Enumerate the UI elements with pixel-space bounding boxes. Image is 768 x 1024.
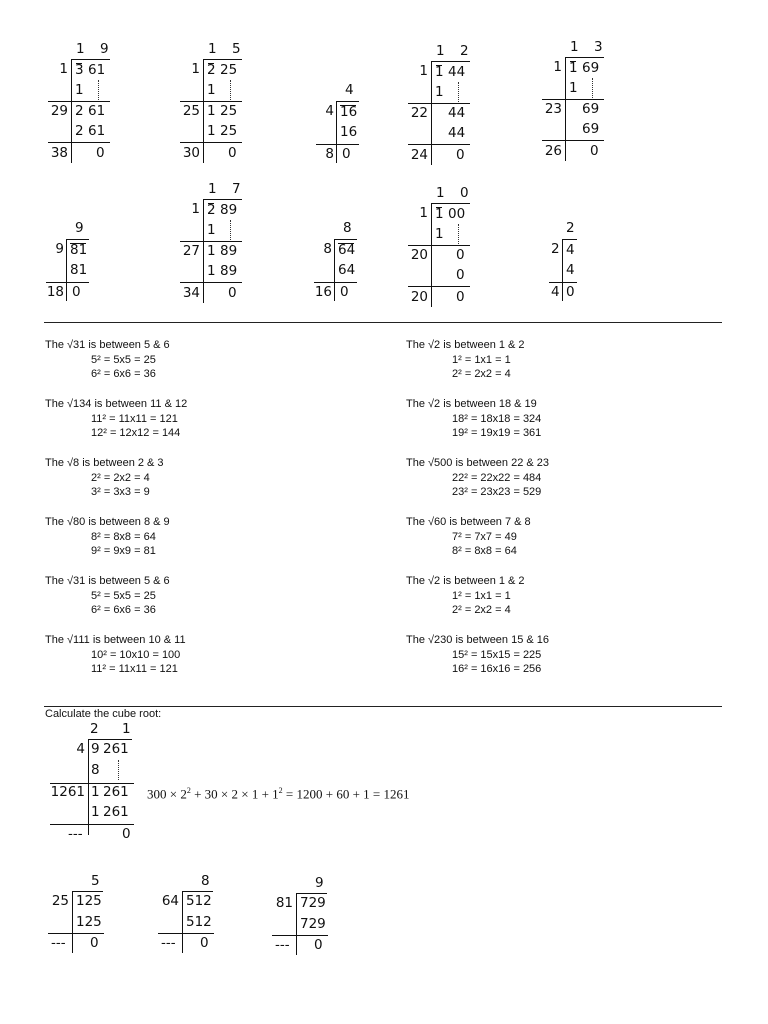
subtrahend: 125 bbox=[76, 914, 102, 930]
dividend-group: 89 bbox=[220, 202, 238, 218]
subtrahend: 64 bbox=[338, 262, 356, 278]
note-heading: The √230 is between 15 & 16 bbox=[406, 634, 550, 646]
divisor: 1 bbox=[419, 63, 428, 79]
subtrahend: 512 bbox=[186, 914, 212, 930]
lower-square: 7² = 7x7 = 49 bbox=[452, 530, 517, 543]
root-estimate-note bbox=[406, 397, 549, 441]
remainder-placeholder: --- bbox=[161, 935, 176, 951]
divisor: 4 bbox=[325, 103, 334, 119]
lower-square: 1² = 1x1 = 1 bbox=[452, 353, 511, 366]
divisor: 9 bbox=[55, 241, 64, 257]
section-divider-2 bbox=[44, 706, 722, 707]
upper-square: 2² = 2x2 = 4 bbox=[452, 604, 511, 616]
upper-square: 19² = 19x19 = 361 bbox=[452, 427, 542, 439]
subtrahend: 1 bbox=[207, 82, 216, 98]
remainder: 0 bbox=[122, 826, 131, 842]
dividend-group: 2 bbox=[207, 202, 216, 218]
root-estimate-note bbox=[45, 574, 187, 618]
lower-square: 11² = 11x11 = 121 bbox=[91, 412, 178, 425]
subtrahend: 1 bbox=[435, 226, 444, 242]
remainder: 0 bbox=[340, 284, 349, 300]
dividend-group: 61 bbox=[88, 62, 106, 78]
dividend-digits: 61 bbox=[88, 103, 106, 119]
subtrahend: 16 bbox=[340, 124, 358, 140]
dividend-digit: 1 bbox=[207, 243, 216, 259]
trial-divisor: 27 bbox=[182, 243, 200, 259]
remainder: 0 bbox=[90, 935, 99, 951]
divisor: 1 bbox=[59, 61, 68, 77]
dividend-group: 44 bbox=[448, 64, 466, 80]
remainder-placeholder: --- bbox=[68, 826, 83, 842]
lower-square: 8² = 8x8 = 64 bbox=[91, 530, 156, 543]
upper-square: 6² = 6x6 = 36 bbox=[91, 604, 156, 616]
remainder: 0 bbox=[200, 935, 209, 951]
note-heading: The √500 is between 22 & 23 bbox=[406, 457, 550, 469]
note-heading: The √60 is between 7 & 8 bbox=[406, 516, 531, 528]
dividend-digits: 0 bbox=[456, 247, 465, 263]
upper-square: 3² = 3x3 = 9 bbox=[91, 486, 150, 498]
lower-square: 10² = 10x10 = 100 bbox=[91, 648, 181, 661]
divisor: 1 bbox=[419, 205, 428, 221]
quotient-digit: 4 bbox=[345, 82, 354, 98]
remainder-divisor: 18 bbox=[46, 284, 64, 300]
subtrahend: 1 bbox=[435, 84, 444, 100]
dividend-digit: 1 bbox=[91, 784, 100, 800]
note-heading: The √31 is between 5 & 6 bbox=[45, 575, 170, 587]
quotient-digit: 1 bbox=[436, 43, 445, 59]
quotient-digit: 1 bbox=[570, 39, 579, 55]
divisor: 1 bbox=[191, 61, 200, 77]
subtrahend-digits: 89 bbox=[220, 263, 238, 279]
remainder-divisor: 26 bbox=[544, 143, 562, 159]
subtrahend-digit: 1 bbox=[207, 263, 216, 279]
trial-divisor: 1261 bbox=[50, 784, 85, 800]
remainder: 0 bbox=[228, 145, 237, 161]
subtrahend-digits: 261 bbox=[103, 804, 129, 820]
note-heading: The √31 is between 5 & 6 bbox=[45, 339, 170, 351]
subtrahend-digit: 2 bbox=[75, 123, 84, 139]
section-divider-1 bbox=[44, 322, 722, 323]
root-estimate-note bbox=[406, 574, 549, 618]
remainder: 0 bbox=[96, 145, 105, 161]
quotient-digit: 3 bbox=[594, 39, 603, 55]
dividend-group: 3 bbox=[75, 62, 84, 78]
subtrahend: 1 bbox=[569, 80, 578, 96]
upper-square: 12² = 12x12 = 144 bbox=[91, 427, 181, 439]
dividend: 125 bbox=[76, 893, 102, 909]
dividend-group: 2 bbox=[207, 62, 216, 78]
note-heading: The √2 is between 18 & 19 bbox=[406, 398, 537, 410]
quotient-digit: 1 bbox=[436, 185, 445, 201]
subtrahend: 729 bbox=[300, 916, 326, 932]
subtrahend: 8 bbox=[91, 762, 100, 778]
upper-square: 23² = 23x23 = 529 bbox=[452, 486, 542, 498]
note-heading: The √8 is between 2 & 3 bbox=[45, 457, 164, 469]
notes-left-column bbox=[45, 338, 187, 692]
remainder-divisor: 30 bbox=[182, 145, 200, 161]
subtrahend-digits: 25 bbox=[220, 123, 238, 139]
remainder: 0 bbox=[566, 284, 575, 300]
note-heading: The √80 is between 8 & 9 bbox=[45, 516, 170, 528]
divisor: 4 bbox=[76, 741, 85, 757]
quotient-digit: 8 bbox=[343, 220, 352, 236]
subtrahend-digits: 44 bbox=[448, 125, 466, 141]
remainder: 0 bbox=[342, 146, 351, 162]
dividend-digits: 89 bbox=[220, 243, 238, 259]
quotient-digit: 2 bbox=[90, 721, 99, 737]
dividend: 512 bbox=[186, 893, 212, 909]
quotient-digit: 7 bbox=[232, 181, 241, 197]
subtrahend-digit: 1 bbox=[91, 804, 100, 820]
cube-root-formula: $300 \times 2^2 + 30 \times 2 \times 1 + 1^2 = 1200 + 60 + 1 = 1261$ bbox=[147, 786, 410, 802]
dividend-digits: 261 bbox=[103, 784, 129, 800]
remainder: 0 bbox=[590, 143, 599, 159]
root-estimate-note bbox=[45, 633, 187, 677]
divisor: 64 bbox=[161, 893, 179, 909]
remainder: 0 bbox=[314, 937, 323, 953]
cube-root-heading: Calculate the cube root: bbox=[45, 708, 162, 720]
divisor: 1 bbox=[553, 59, 562, 75]
remainder-placeholder: --- bbox=[51, 935, 66, 951]
subtrahend: 81 bbox=[70, 262, 88, 278]
remainder-divisor: 24 bbox=[410, 147, 428, 163]
upper-square: 9² = 9x9 = 81 bbox=[91, 545, 156, 557]
upper-square: 11² = 11x11 = 121 bbox=[91, 663, 178, 675]
lower-square: 15² = 15x15 = 225 bbox=[452, 648, 542, 661]
remainder-divisor: 20 bbox=[410, 289, 428, 305]
quotient-digit: 9 bbox=[315, 875, 324, 891]
upper-square: 16² = 16x16 = 256 bbox=[452, 663, 542, 675]
remainder: 0 bbox=[228, 285, 237, 301]
divisor: 25 bbox=[51, 893, 69, 909]
divisor: 1 bbox=[191, 201, 200, 217]
dividend-group: 9 bbox=[91, 741, 100, 757]
quotient-digit: 5 bbox=[91, 873, 100, 889]
lower-square: 1² = 1x1 = 1 bbox=[452, 589, 511, 602]
lower-square: 18² = 18x18 = 324 bbox=[452, 412, 542, 425]
root-estimate-note bbox=[45, 515, 187, 559]
dividend-group: 261 bbox=[103, 741, 129, 757]
subtrahend-digits: 61 bbox=[88, 123, 106, 139]
upper-square: 8² = 8x8 = 64 bbox=[452, 545, 517, 557]
quotient-digit: 0 bbox=[460, 185, 469, 201]
quotient-digit: 9 bbox=[75, 220, 84, 236]
upper-square: 2² = 2x2 = 4 bbox=[452, 368, 511, 380]
quotient-digit: 2 bbox=[460, 43, 469, 59]
root-estimate-note bbox=[406, 633, 549, 677]
lower-square: 2² = 2x2 = 4 bbox=[91, 471, 150, 484]
quotient-digit: 1 bbox=[208, 181, 217, 197]
remainder: 0 bbox=[72, 284, 81, 300]
lower-square: 5² = 5x5 = 25 bbox=[91, 353, 156, 366]
note-heading: The √2 is between 1 & 2 bbox=[406, 339, 525, 351]
root-estimate-note bbox=[45, 338, 187, 382]
note-heading: The √2 is between 1 & 2 bbox=[406, 575, 525, 587]
subtrahend: 1 bbox=[75, 82, 84, 98]
quotient-digit: 1 bbox=[122, 721, 131, 737]
dividend-digits: 25 bbox=[220, 103, 238, 119]
trial-divisor: 22 bbox=[410, 105, 428, 121]
trial-divisor: 20 bbox=[410, 247, 428, 263]
remainder-divisor: 34 bbox=[182, 285, 200, 301]
divisor: 81 bbox=[275, 895, 293, 911]
quotient-digit: 9 bbox=[100, 41, 109, 57]
dividend-digits: 44 bbox=[448, 105, 466, 121]
subtrahend-digits: 0 bbox=[456, 267, 465, 283]
dividend-digit: 2 bbox=[75, 103, 84, 119]
dividend-group: 25 bbox=[220, 62, 238, 78]
upper-square: 6² = 6x6 = 36 bbox=[91, 368, 156, 380]
dividend-digit: 1 bbox=[207, 103, 216, 119]
remainder-placeholder: --- bbox=[275, 937, 290, 953]
remainder-divisor: 8 bbox=[325, 146, 334, 162]
root-estimate-note bbox=[406, 515, 549, 559]
dividend-digits: 69 bbox=[582, 101, 600, 117]
dividend-group: 1 bbox=[435, 206, 444, 222]
dividend-group: 00 bbox=[448, 206, 466, 222]
lower-square: 5² = 5x5 = 25 bbox=[91, 589, 156, 602]
remainder: 0 bbox=[456, 289, 465, 305]
lower-square: 22² = 22x22 = 484 bbox=[452, 471, 542, 484]
trial-divisor: 29 bbox=[50, 103, 68, 119]
note-heading: The √134 is between 11 & 12 bbox=[45, 398, 188, 410]
trial-divisor: 25 bbox=[182, 103, 200, 119]
quotient-digit: 5 bbox=[232, 41, 241, 57]
dividend: 81 bbox=[70, 242, 88, 258]
dividend: 64 bbox=[338, 242, 356, 258]
note-heading: The √111 is between 10 & 11 bbox=[45, 634, 186, 646]
root-estimate-note bbox=[406, 338, 549, 382]
dividend: 4 bbox=[566, 242, 575, 258]
remainder-divisor: 4 bbox=[551, 284, 560, 300]
dividend-group: 1 bbox=[435, 64, 444, 80]
dividend-group: 1 bbox=[569, 60, 578, 76]
subtrahend-digit: 1 bbox=[207, 123, 216, 139]
trial-divisor: 23 bbox=[544, 101, 562, 117]
remainder-divisor: 38 bbox=[50, 145, 68, 161]
dividend: 16 bbox=[340, 104, 358, 120]
subtrahend-digits: 69 bbox=[582, 121, 600, 137]
quotient-digit: 1 bbox=[208, 41, 217, 57]
divisor: 2 bbox=[551, 241, 560, 257]
dividend-group: 69 bbox=[582, 60, 600, 76]
root-estimate-note bbox=[406, 456, 549, 500]
quotient-digit: 1 bbox=[76, 41, 85, 57]
dividend: 729 bbox=[300, 895, 326, 911]
subtrahend: 1 bbox=[207, 222, 216, 238]
divisor: 8 bbox=[323, 241, 332, 257]
notes-right-column bbox=[406, 338, 549, 692]
quotient-digit: 8 bbox=[201, 873, 210, 889]
remainder: 0 bbox=[456, 147, 465, 163]
root-estimate-note bbox=[45, 456, 187, 500]
quotient-digit: 2 bbox=[566, 220, 575, 236]
remainder-divisor: 16 bbox=[314, 284, 332, 300]
root-estimate-note bbox=[45, 397, 187, 441]
subtrahend: 4 bbox=[566, 262, 575, 278]
